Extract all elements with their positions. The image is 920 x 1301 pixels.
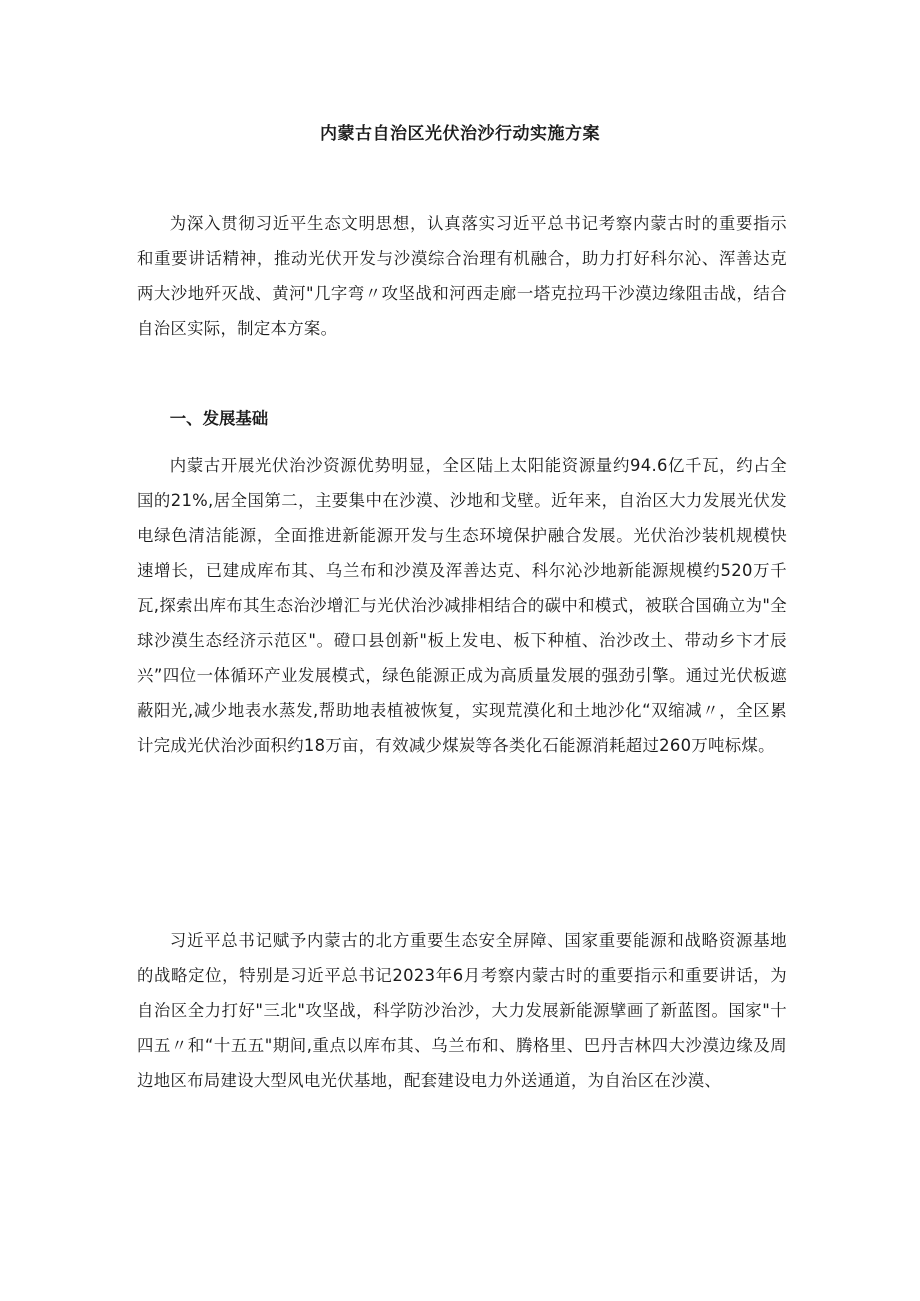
paragraph-intro: 为深入贯彻习近平生态文明思想，认真落实习近平总书记考察内蒙古时的重要指示和重要讲话精神，推动光伏开发与沙漠综合治理有机融合，助力打好科尔沁、浑善达克两大沙地歼灭战、黄河"几字弯〃攻坚战和河西走廊一塔克拉玛干沙漠边缘阻击战，结合自治区实际，制定本方案。	[137, 214, 787, 338]
document-title: 内蒙古自治区光伏治沙行动实施方案	[320, 124, 600, 144]
paragraph-development-basis: 内蒙古开展光伏治沙资源优势明显，全区陆上太阳能资源量约94.6亿千瓦，约占全国的21%,居全国第二，主要集中在沙漠、沙地和戈壁。近年来，自治区大力发展光伏发电绿色清洁能源，全面推进新能源开发与生态环境保护融合发展。光伏治沙装机规模快速增长，已建成库布其、乌兰布和沙漠及浑善达克、科尔沁沙地新能源规模约520万千瓦,探索出库布其生态治沙增汇与光伏治沙减排相结合的碳中和模式，被联合国确立为"全球沙漠生态经济示范区"。磴口县创新"板上发电、板下种植、治沙改土、带动乡卞才辰兴”四位一体循环产业发展模式，绿色能源正成为高质量发展的强劲引擎。通过光伏板遮蔽阳光,减少地表水蒸发,帮助地表植被恢复，实现荒漠化和土地沙化“双缩减〃，全区累计完成光伏治沙面积约18万亩，有效减少煤炭等各类化石能源消耗超过260万吨标煤。	[137, 456, 787, 755]
section-heading: 一、发展基础	[169, 409, 269, 428]
paragraph-strategic-positioning: 习近平总书记赋予内蒙古的北方重要生态安全屏障、国家重要能源和战略资源基地的战略定位，特别是习近平总书记2023年6月考察内蒙古时的重要指示和重要讲话，为自治区全力打好"三北"攻坚战，科学防沙治沙，大力发展新能源擘画了新蓝图。国家"十四五〃和“十五五"期间,重点以库布其、乌兰布和、腾格里、巴丹吉林四大沙漠边缘及周边地区布局建设大型风电光伏基地，配套建设电力外送通道，为自治区在沙漠、	[137, 931, 787, 1090]
